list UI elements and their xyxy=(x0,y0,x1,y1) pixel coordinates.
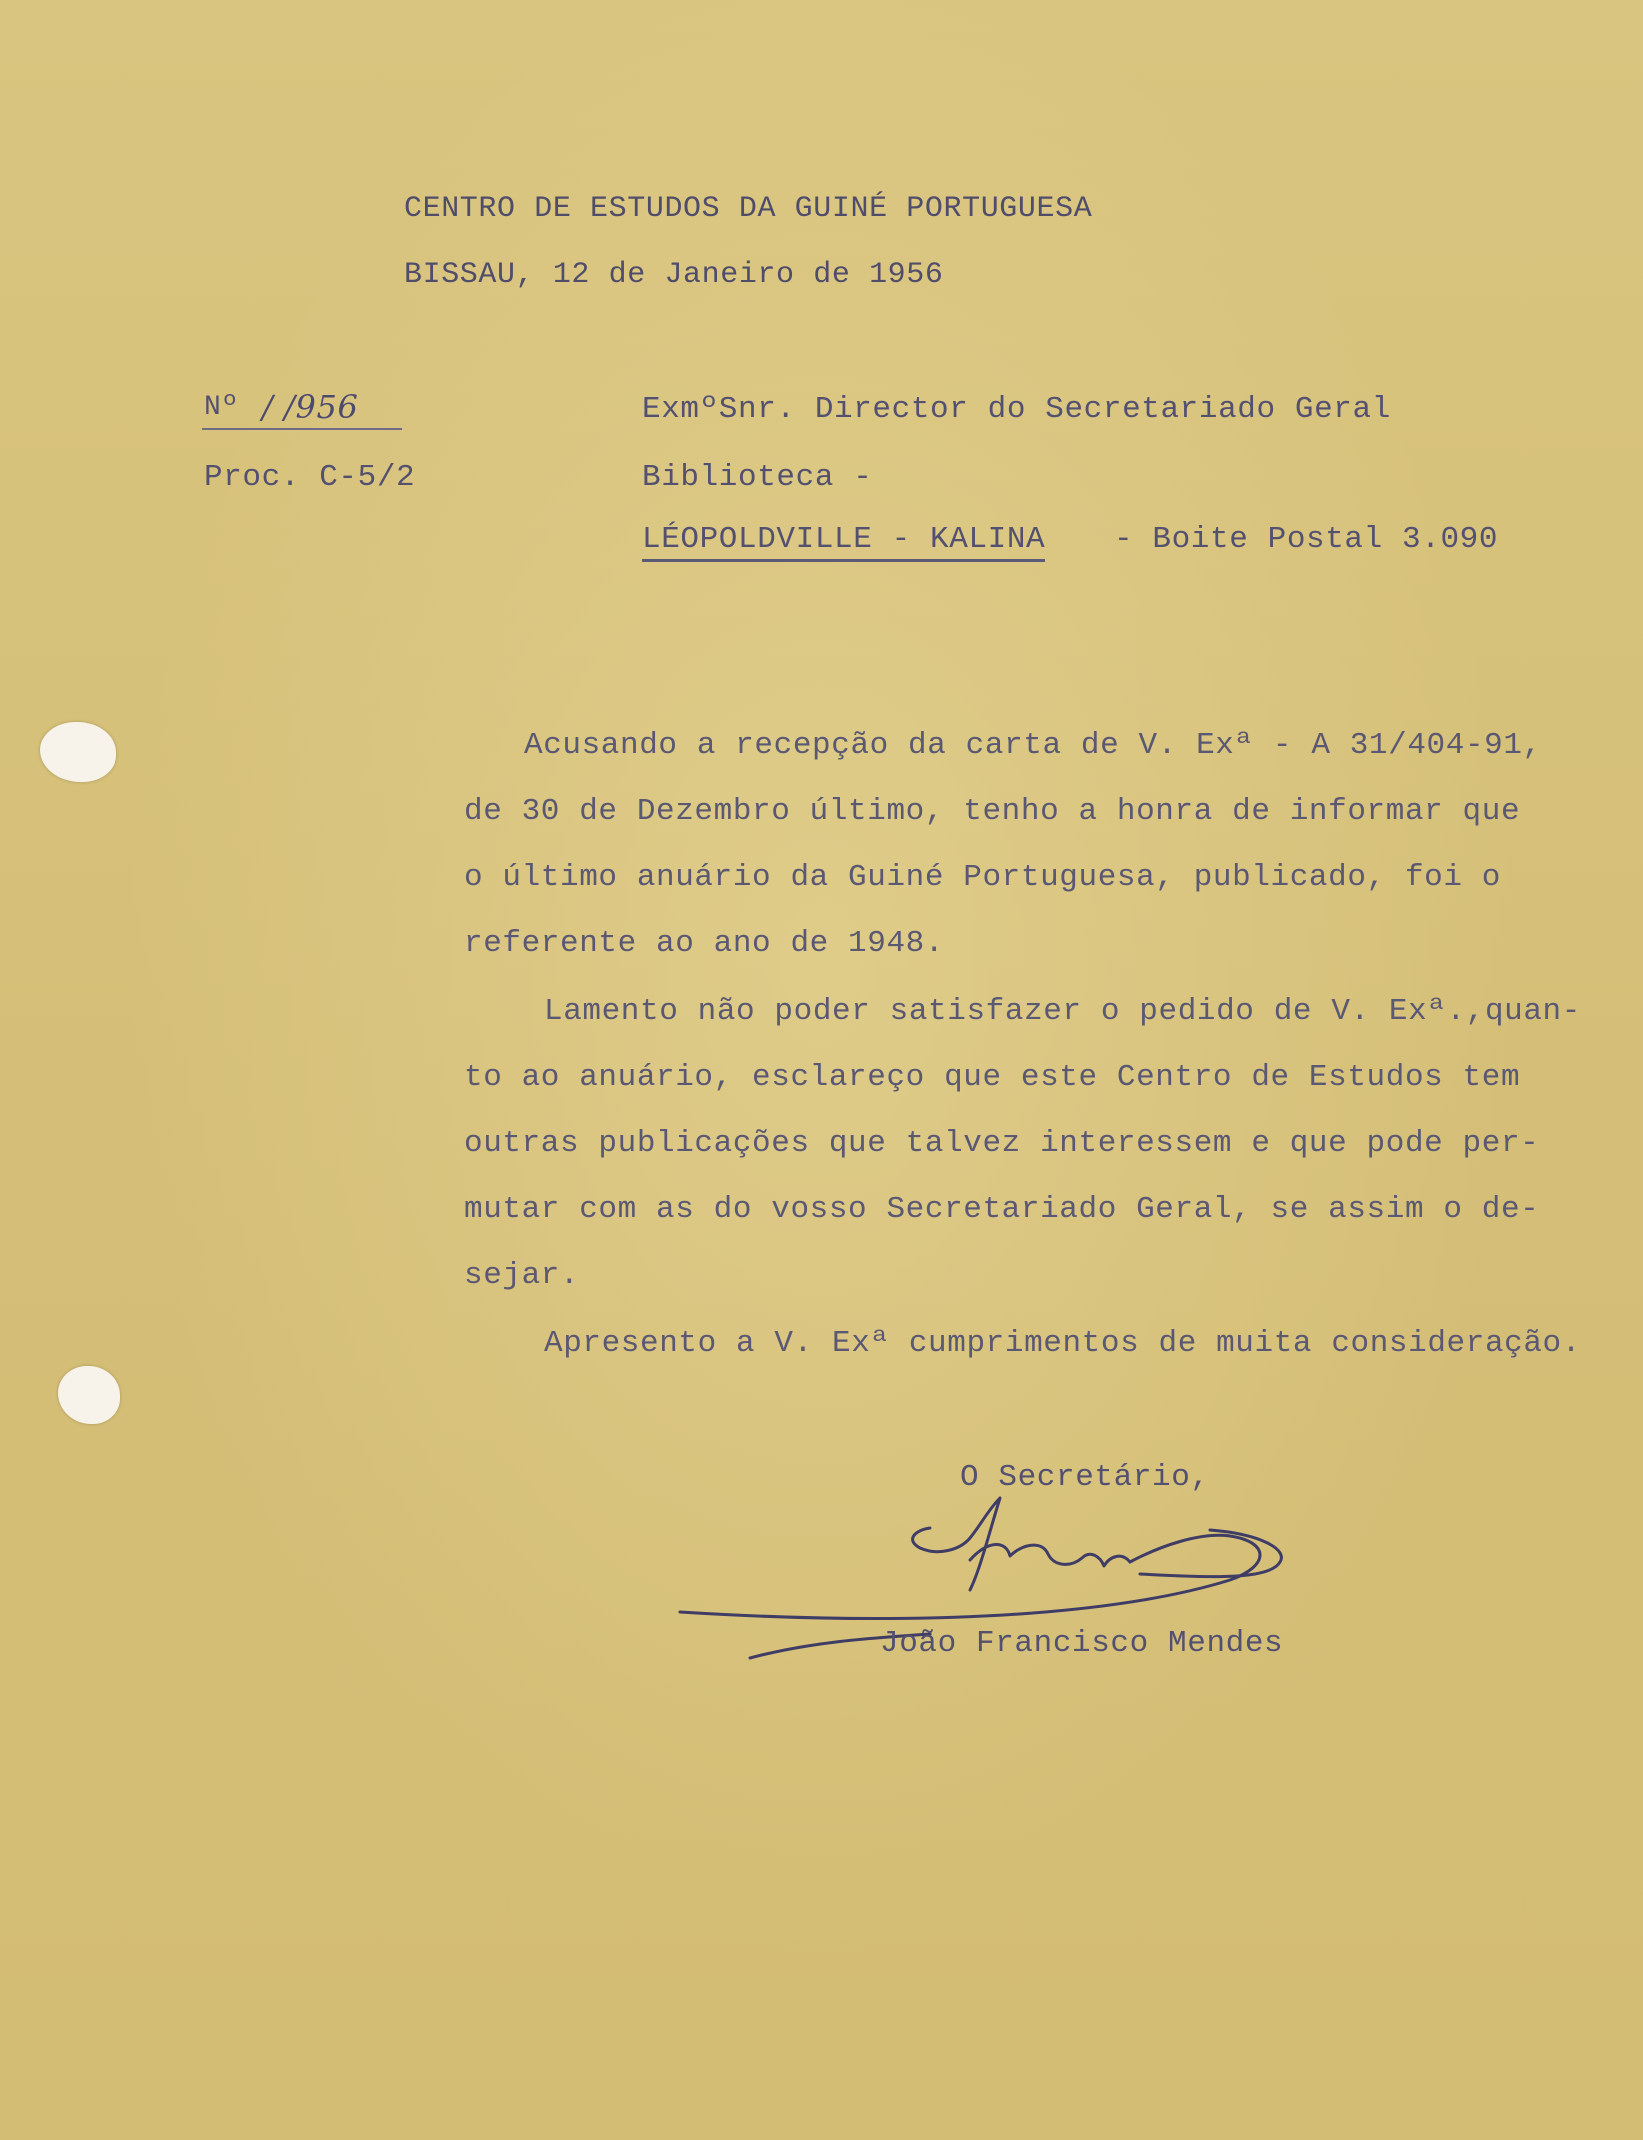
recipient-line-1: ExmºSnr. Director do Secretariado Geral xyxy=(642,392,1391,427)
body-p2-line-3: outras publicações que talvez interessem e que pode per- xyxy=(464,1126,1540,1161)
signatory-name: João Francisco Mendes xyxy=(880,1626,1284,1661)
reference-number-value: / /956 xyxy=(262,388,359,426)
body-p2-line-2: to ao anuário, esclareço que este Centro de Estudos tem xyxy=(464,1060,1521,1095)
punch-hole-bottom xyxy=(58,1366,120,1424)
closing-title: O Secretário, xyxy=(960,1460,1210,1495)
reference-underline xyxy=(202,428,402,430)
place-date: BISSAU, 12 de Janeiro de 1956 xyxy=(404,258,944,292)
body-p1-line-2: de 30 de Dezembro último, tenho a honra de informar que xyxy=(464,794,1521,829)
process-number: Proc. C-5/2 xyxy=(204,460,416,495)
recipient-city: LÉOPOLDVILLE - KALINA xyxy=(642,522,1045,562)
reference-number-label: Nº xyxy=(204,392,239,423)
body-p2-line-5: sejar. xyxy=(464,1258,580,1293)
body-p2-line-1: Lamento não poder satisfazer o pedido de V. Exª.,quan- xyxy=(544,994,1581,1029)
body-p2-line-4: mutar com as do vosso Secretariado Geral, se assim o de- xyxy=(464,1192,1540,1227)
institution-header: CENTRO DE ESTUDOS DA GUINÉ PORTUGUESA xyxy=(404,192,1093,226)
recipient-line-2: Biblioteca - xyxy=(642,460,873,495)
punch-hole-top xyxy=(40,722,116,782)
recipient-postal: - Boite Postal 3.090 xyxy=(1114,522,1499,557)
body-p1-line-1: Acusando a recepção da carta de V. Exª - A 31/404-91, xyxy=(524,728,1542,763)
body-p1-line-4: referente ao ano de 1948. xyxy=(464,926,945,961)
body-p1-line-3: o último anuário da Guiné Portuguesa, publicado, foi o xyxy=(464,860,1501,895)
body-p3: Apresento a V. Exª cumprimentos de muita consideração. xyxy=(544,1326,1581,1361)
